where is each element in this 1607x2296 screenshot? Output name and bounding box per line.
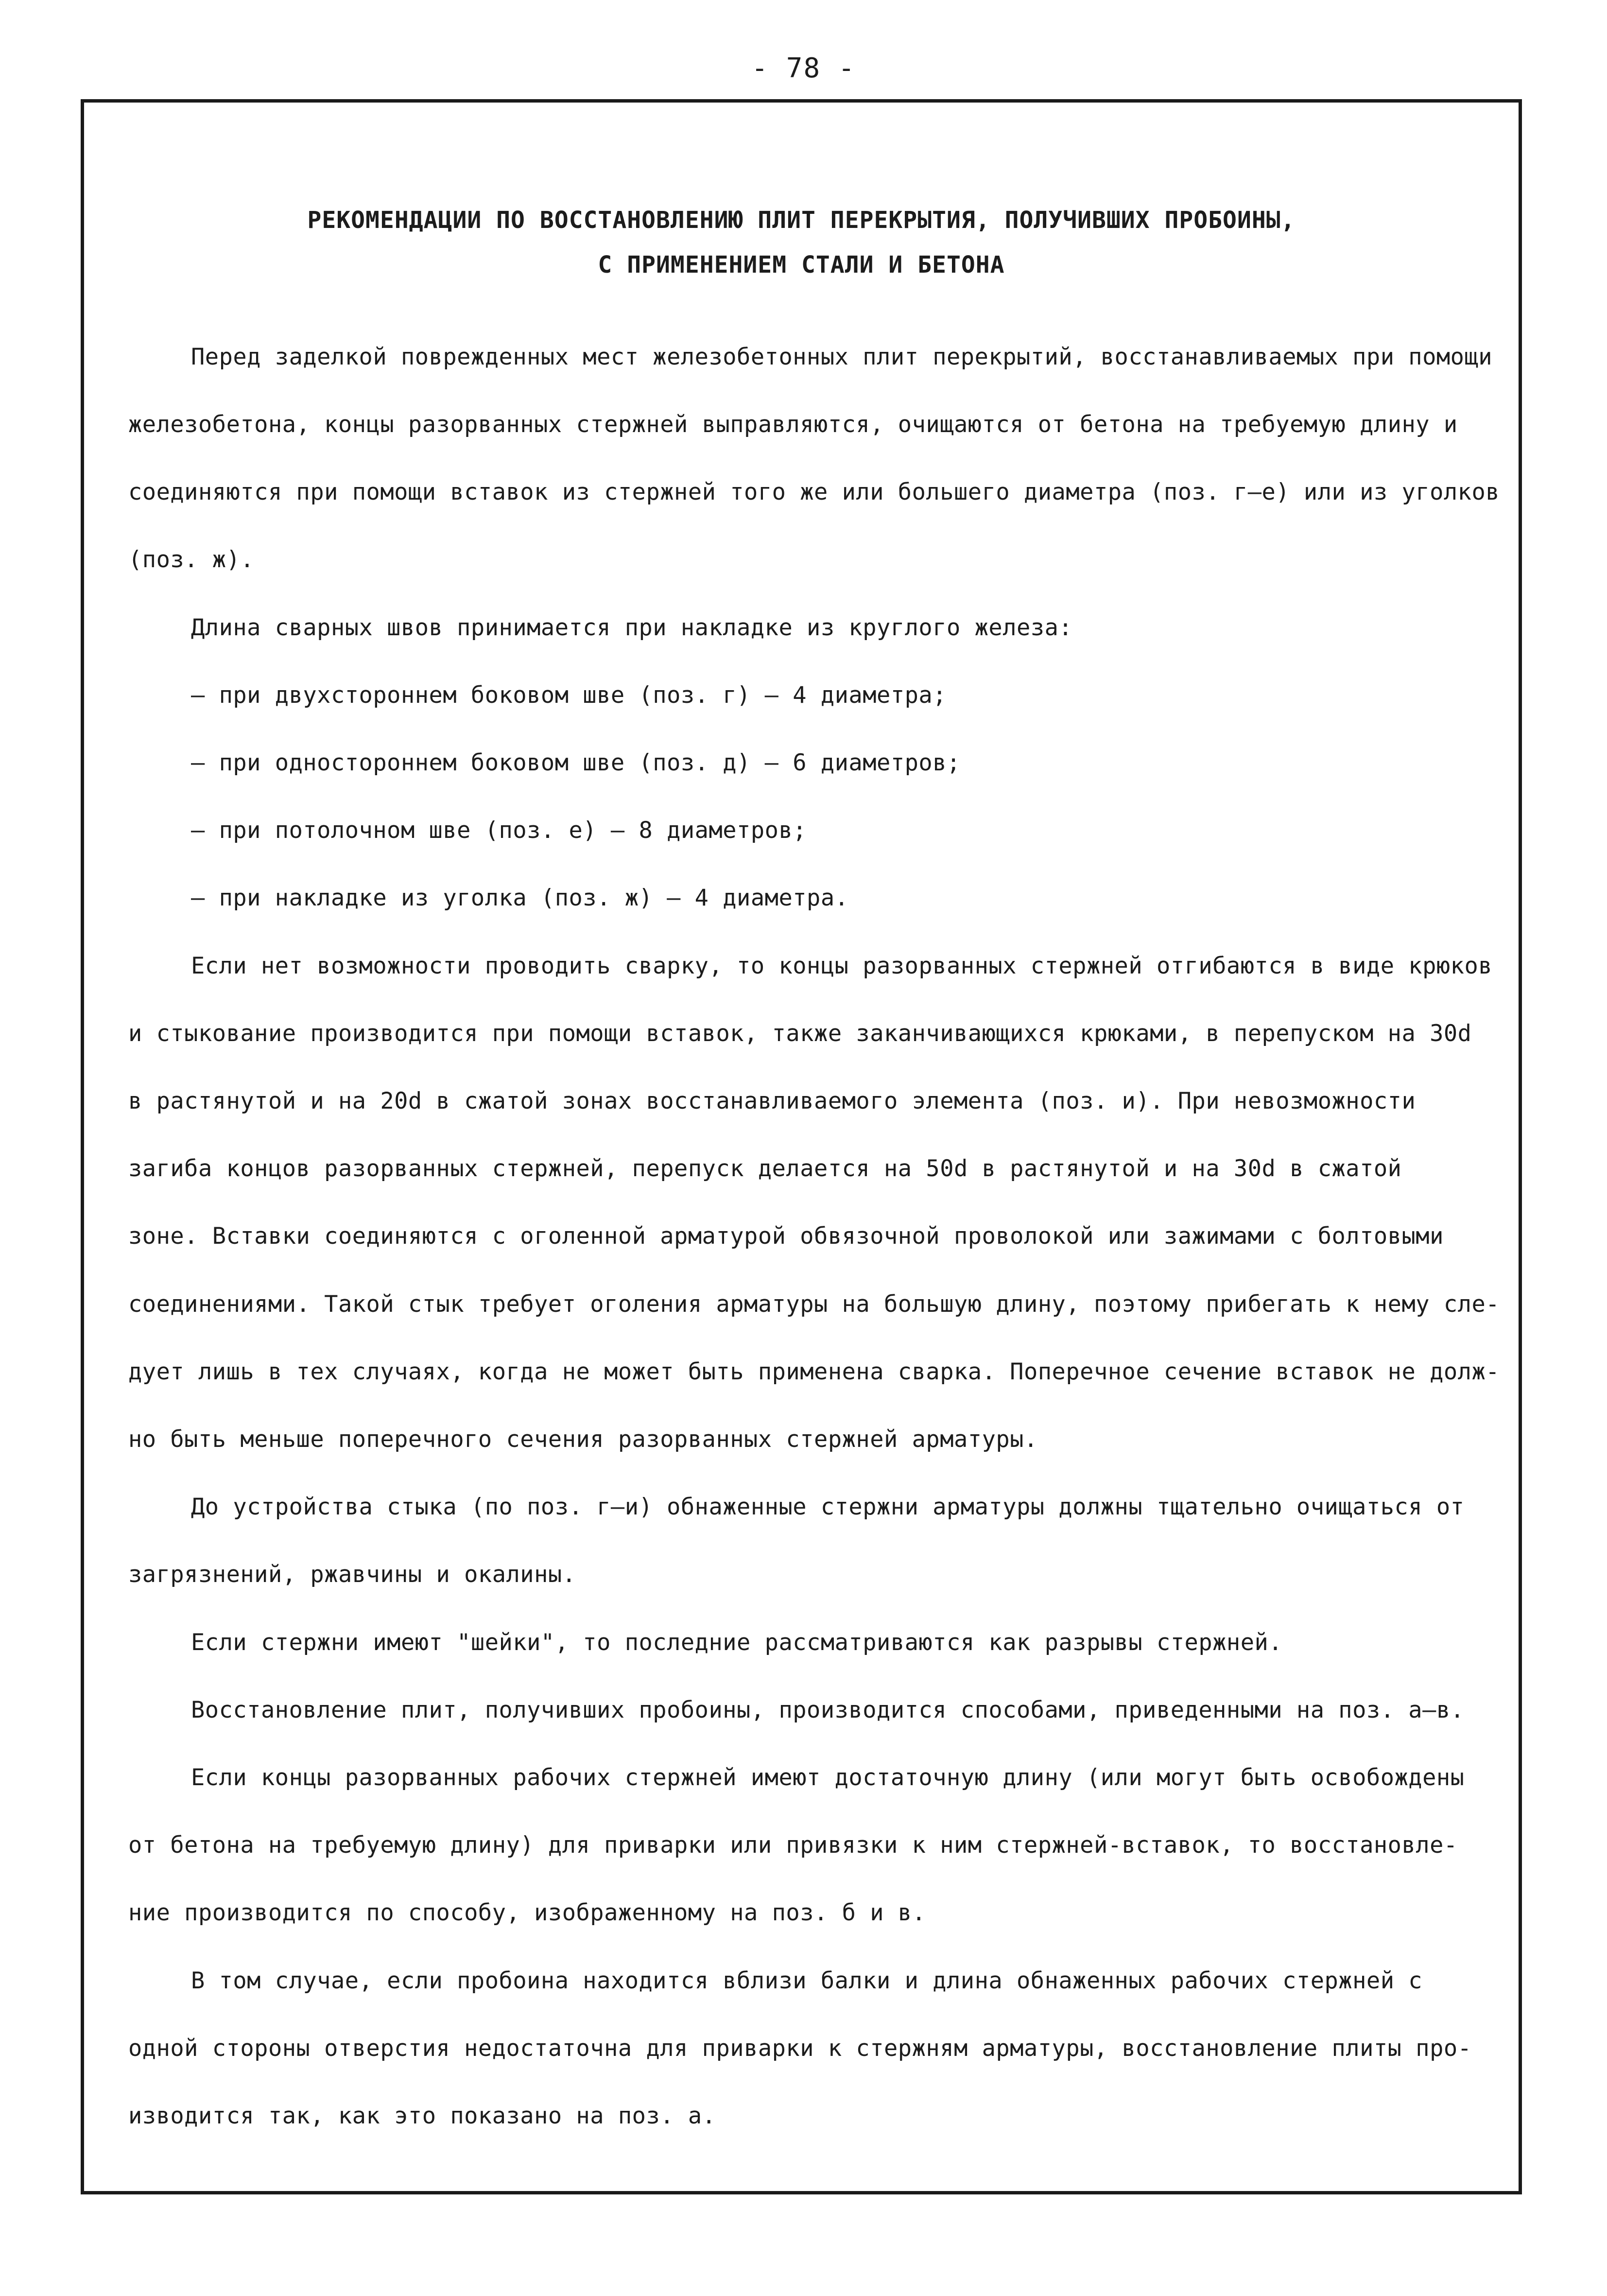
text-line: (поз. ж). xyxy=(128,546,255,573)
list-item: – при потолочном шве (поз. е) – 8 диаметров; xyxy=(191,817,807,844)
text-line: дует лишь в тех случаях, когда не может быть применена сварка. Поперечное сечение вставок не долж- xyxy=(128,1358,1500,1385)
list-item: – при одностороннем боковом шве (поз. д) – 6 диаметров; xyxy=(191,749,961,776)
page-number: - 78 - xyxy=(751,52,856,84)
document-title-line-2: С ПРИМЕНЕНИЕМ СТАЛИ И БЕТОНА xyxy=(598,251,1005,278)
text-line: соединениями. Такой стык требует оголения арматуры на большую длину, поэтому прибегать к нему сле- xyxy=(128,1291,1500,1318)
list-item: – при двухстороннем боковом шве (поз. г) – 4 диаметра; xyxy=(191,682,947,709)
text-line: но быть меньше поперечного сечения разорванных стержней арматуры. xyxy=(128,1426,1038,1453)
text-line: В том случае, если пробоина находится вблизи балки и длина обнаженных рабочих стержней с xyxy=(191,1967,1423,1994)
text-line: загиба концов разорванных стержней, перепуск делается на 50d в растянутой и на 30d в сжатой xyxy=(128,1155,1402,1182)
text-line: одной стороны отверстия недостаточна для приварки к стержням арматуры, восстановление плиты про- xyxy=(128,2035,1472,2062)
text-line: Перед заделкой поврежденных мест железобетонных плит перекрытий, восстанавливаемых при помощи xyxy=(191,344,1493,370)
text-line: соединяются при помощи вставок из стержней того же или большего диаметра (поз. г–е) или из уголков xyxy=(128,479,1500,505)
text-line: изводится так, как это показано на поз. а. xyxy=(128,2103,716,2129)
text-line: железобетона, концы разорванных стержней выправляются, очищаются от бетона на требуемую длину и xyxy=(128,411,1458,438)
text-line: Восстановление плит, получивших пробоины, производится способами, приведенными на поз. а–в. xyxy=(191,1697,1465,1723)
text-line: и стыкование производится при помощи вставок, также заканчивающихся крюками, в перепуском на 30d xyxy=(128,1020,1472,1047)
document-title-line-1: РЕКОМЕНДАЦИИ ПО ВОССТАНОВЛЕНИЮ ПЛИТ ПЕРЕКРЫТИЯ, ПОЛУЧИВШИХ ПРОБОИНЫ, xyxy=(307,207,1296,234)
text-line: зоне. Вставки соединяются с оголенной арматурой обвязочной проволокой или зажимами с болтовыми xyxy=(128,1223,1444,1250)
list-item: – при накладке из уголка (поз. ж) – 4 диаметра. xyxy=(191,885,849,911)
text-line: Если стержни имеют "шейки", то последние рассматриваются как разрывы стержней. xyxy=(191,1629,1283,1656)
text-line: ние производится по способу, изображенному на поз. б и в. xyxy=(128,1899,926,1926)
text-line: в растянутой и на 20d в сжатой зонах восстанавливаемого элемента (поз. и). При невозможности xyxy=(128,1088,1416,1114)
text-line: от бетона на требуемую длину) для приварки или привязки к ним стержней-вставок, то восстановле- xyxy=(128,1832,1458,1859)
text-line: Длина сварных швов принимается при накладке из круглого железа: xyxy=(191,614,1073,641)
text-line: Если концы разорванных рабочих стержней имеют достаточную длину (или могут быть освобождены xyxy=(191,1764,1465,1791)
text-line: загрязнений, ржавчины и окалины. xyxy=(128,1561,576,1588)
text-line: До устройства стыка (по поз. г–и) обнаженные стержни арматуры должны тщательно очищаться от xyxy=(191,1494,1465,1520)
text-line: Если нет возможности проводить сварку, то концы разорванных стержней отгибаются в виде крюков xyxy=(191,953,1493,979)
